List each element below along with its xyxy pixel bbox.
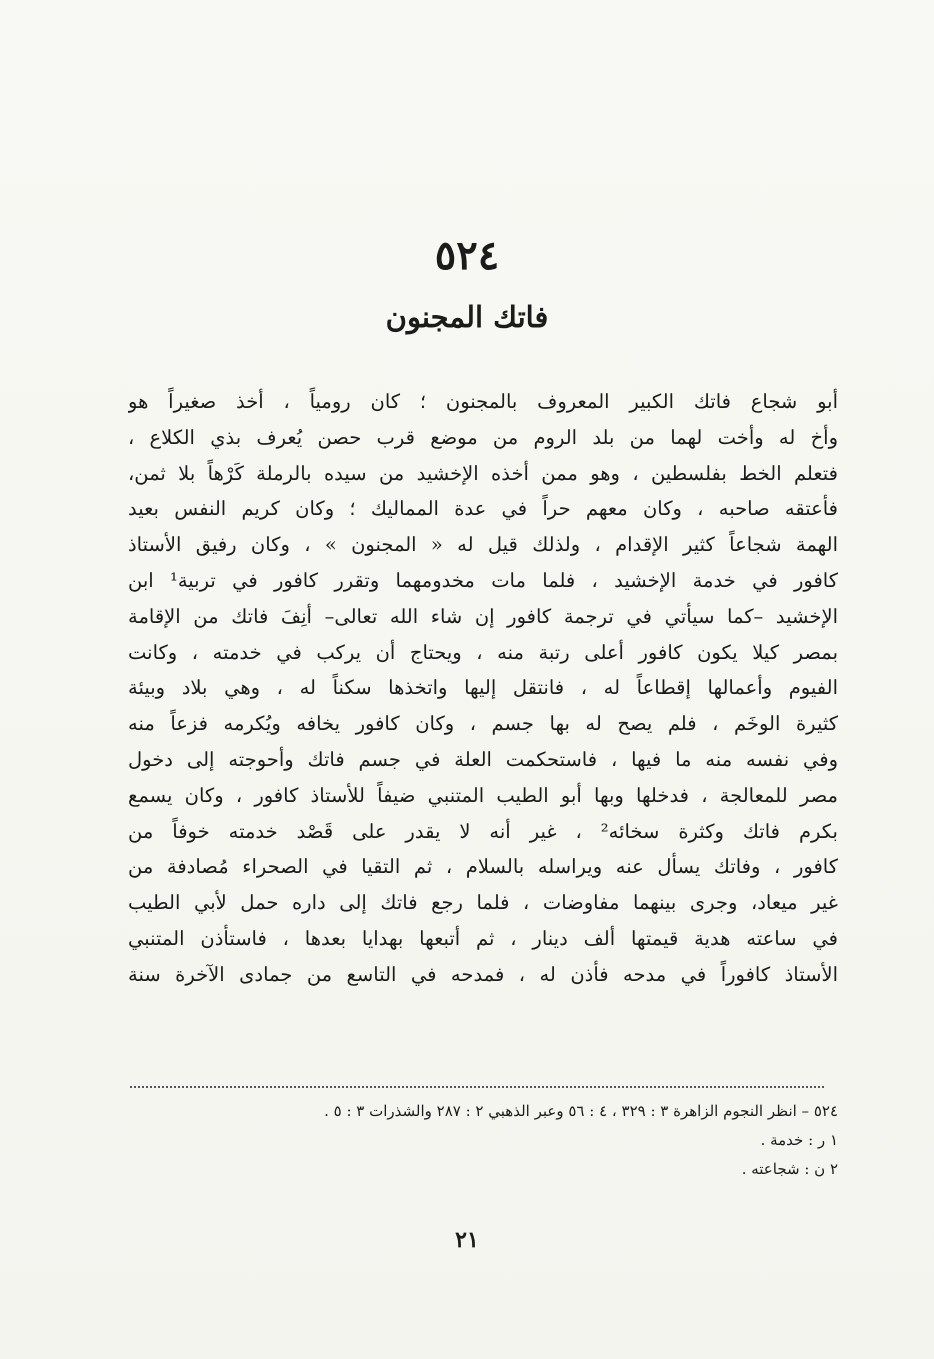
footnote-2: ٢ ن : شجاعته . bbox=[741, 1160, 838, 1178]
footnote-1: ١ ر : خدمة . bbox=[760, 1131, 838, 1149]
body-line: غير ميعاد، وجرى بينهما مفاوضات ، فلما رجع فاتك إلى داره حمل لأبي الطيب bbox=[128, 891, 838, 915]
body-text bbox=[128, 384, 838, 1074]
entry-number: ٥٢٤ bbox=[434, 232, 500, 279]
footnote-separator bbox=[130, 1086, 824, 1088]
body-line: فتعلم الخط بفلسطين ، وهو ممن أخذه الإخشيد من سيده بالرملة كَرْهاً بلا ثمن، bbox=[128, 461, 838, 485]
body-line: مصر للمعالجة ، فدخلها وبها أبو الطيب المتنبي ضيفاً للأستاذ كافور ، وكان يسمع bbox=[128, 783, 838, 807]
body-line: فأعتقه صاحبه ، وكان معهم حراً في عدة المماليك ؛ وكان كريم النفس بعيد bbox=[128, 497, 838, 521]
body-line: بكرم فاتك وكثرة سخائه² ، غير أنه لا يقدر على قَصْد خدمته خوفاً من bbox=[128, 819, 838, 843]
footnotes bbox=[128, 1097, 838, 1184]
body-line: كافور ، وفاتك يسأل عنه ويراسله بالسلام ، ثم التقيا في الصحراء مُصادفة من bbox=[128, 855, 838, 879]
page-number: ٢١ bbox=[455, 1227, 479, 1253]
body-line: في ساعته هدية قيمتها ألف دينار ، ثم أتبعها بهدايا بعدها ، فاستأذن المتنبي bbox=[128, 926, 838, 950]
body-line: الإخشيد –كما سيأتي في ترجمة كافور إن شاء الله تعالى– أنِفَ فاتك من الإقامة bbox=[128, 604, 838, 628]
body-line: الأستاذ كافوراً في مدحه فأذن له ، فمدحه في التاسع من جمادى الآخرة سنة bbox=[128, 962, 838, 986]
body-line: وفي نفسه منه ما فيها ، فاستحكمت العلة في جسم فاتك وأحوجته إلى دخول bbox=[128, 747, 838, 771]
body-line: أبو شجاع فاتك الكبير المعروف بالمجنون ؛ كان رومياً ، أخذ صغيراً هو bbox=[128, 390, 838, 413]
body-line: بمصر كيلا يكون كافور أعلى رتبة منه ، ويحتاج أن يركب في خدمته ، وكانت bbox=[128, 640, 838, 664]
body-line: الهمة شجاعاً كثير الإقدام ، ولذلك قيل له « المجنون » ، وكان رفيق الأستاذ bbox=[128, 533, 838, 557]
footnote-source: ٥٢٤ – انظر النجوم الزاهرة ٣ : ٣٢٩ ، ٤ : ٥٦ وعبر الذهبي ٢ : ٢٨٧ والشذرات ٣ : ٥ . bbox=[324, 1102, 838, 1120]
body-line: كثيرة الوخَم ، فلم يصح له بها جسم ، وكان كافور يخافه ويُكرمه فزعاً منه bbox=[128, 712, 838, 736]
body-line: وأخ له وأخت لهما من بلد الروم من موضع قرب حصن يُعرف بذي الكلاع ، bbox=[128, 425, 838, 449]
body-line: الفيوم وأعمالها إقطاعاً له ، فانتقل إليها واتخذها سكناً له ، وهي بلاد وبيئة bbox=[128, 676, 838, 700]
entry-title: فاتك المجنون bbox=[385, 300, 549, 334]
body-line: كافور في خدمة الإخشيد ، فلما مات مخدومهما وتقرر كافور في تربية¹ ابن bbox=[128, 568, 838, 592]
